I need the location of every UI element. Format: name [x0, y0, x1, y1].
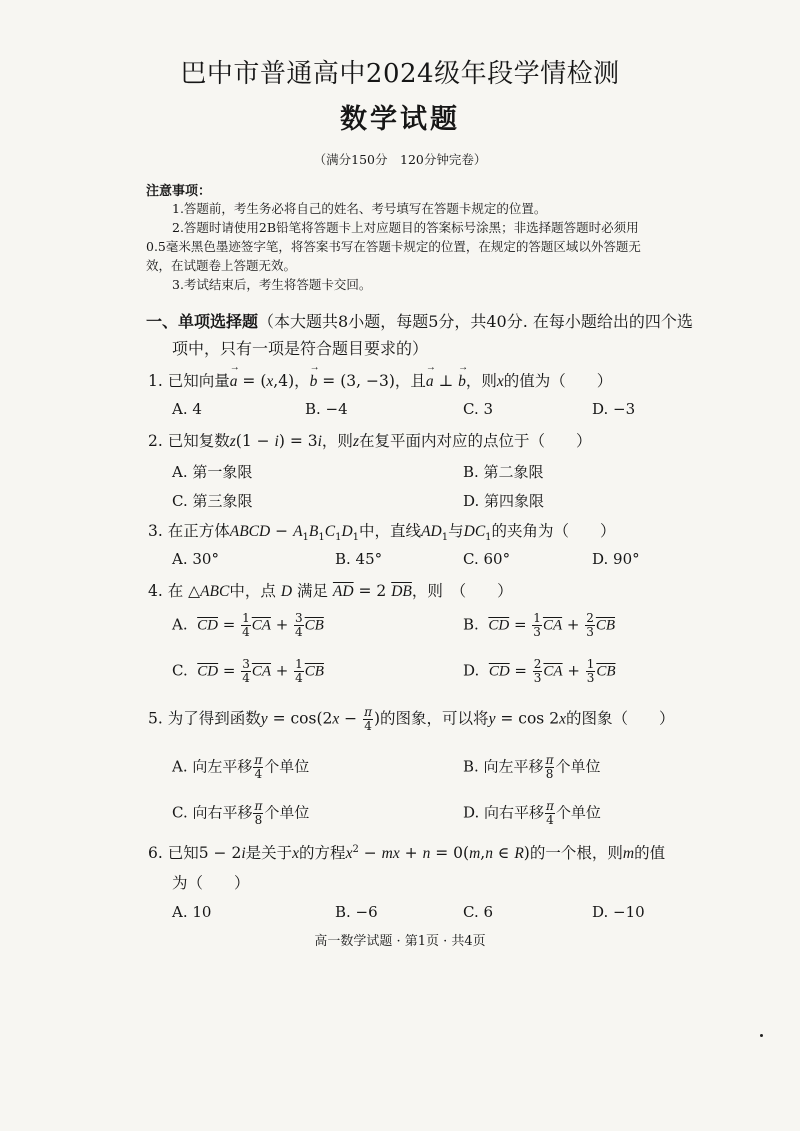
question-text: 的值为（ ）	[503, 372, 613, 390]
question-text: 的图象，可以将	[380, 709, 489, 728]
question-text: 中，点	[229, 582, 276, 600]
question-number: 5.	[148, 709, 163, 728]
question-text: 已知	[167, 844, 199, 862]
subject-title: 数学试题	[340, 104, 460, 135]
question-text: 在复平面内对应的点位于（ ）	[358, 432, 592, 450]
option-text: A. 向左平移	[172, 757, 253, 776]
question-text: ，则 （ ）	[411, 582, 513, 600]
question-text: 在正方体	[167, 522, 230, 540]
section-desc-2: 项中，只有一项是符合题目要求的）	[172, 339, 429, 358]
option-a: A. 30°	[172, 550, 219, 568]
option-d: D. 第四象限	[463, 492, 545, 510]
question-1: 1. 已知向量→ a = (x,4)，→ b = (3, −3)，且→ a ⊥ → b，则x的值为（ ）	[148, 369, 612, 391]
notice-item: 0.5毫米黑色墨迹签字笔，将答案书写在答题卡规定的位置，在规定的答题区域以外答题无	[146, 239, 641, 254]
option-b: B. −6	[335, 903, 378, 921]
notice-heading: 注意事项：	[146, 184, 212, 199]
option-d: D. 向右平移 $\frac{\pi}{4}$ 个单位	[463, 799, 601, 827]
question-text: 与	[448, 522, 464, 540]
notice-item: 1.答题前，考生务必将自己的姓名、考号填写在答题卡规定的位置。	[172, 201, 547, 216]
option-label: C.	[172, 661, 188, 680]
option-text: 个单位	[555, 757, 601, 776]
option-a: A. 向左平移 $\frac{\pi}{4}$ 个单位	[172, 753, 310, 781]
option-text: 个单位	[555, 803, 601, 822]
option-label: D.	[463, 661, 480, 680]
section-heading	[146, 309, 693, 332]
option-c: C. 60°	[463, 550, 511, 568]
page-footer: 高一数学试题 · 第1页 · 共4页	[314, 934, 486, 949]
question-number: 4.	[148, 582, 163, 600]
question-text: 为了得到函数	[167, 709, 261, 728]
question-3: 3. 在正方体ABCD − $A_1B_1C_1D_1$中，直线$AD_1$与$DC_1$的夹角为（ ）	[148, 522, 616, 544]
notice-item: 3.考试结束后，考生将答题卡交回。	[172, 277, 372, 292]
exam-title: 巴中市普通高中2024级年段学情检测	[180, 59, 620, 89]
option-label: A.	[172, 615, 188, 634]
option-a: A. 10	[172, 903, 212, 921]
question-text: 中，直线	[359, 522, 422, 540]
option-d: D. −10	[592, 903, 645, 921]
question-text: ，且	[394, 372, 426, 390]
question-number: 1.	[148, 372, 163, 390]
option-b: B. 45°	[335, 550, 383, 568]
question-number: 3.	[148, 522, 163, 540]
section-desc: （本大题共8小题，每题5分，共40分. 在每小题给出的四个选	[258, 312, 693, 331]
question-text: 的值	[634, 844, 666, 862]
question-text: 在 △	[167, 582, 201, 600]
option-b: B. 向左平移 $\frac{\pi}{8}$ 个单位	[463, 753, 601, 781]
option-c: C. 6	[463, 903, 494, 921]
question-5: 5. 为了得到函数y = cos(2x − $\frac{\pi}{4}$ )的图象，可以将y = cos 2x的图象（ ）	[148, 705, 675, 733]
option-a: A. 4	[172, 400, 202, 418]
question-text: 的图象（ ）	[565, 709, 675, 728]
option-b: B. 第二象限	[463, 463, 544, 481]
score-info: （满分150分 120分钟完卷）	[313, 152, 487, 167]
option-d: D. −3	[592, 400, 636, 418]
scan-speck	[760, 1034, 763, 1037]
option-d: D. 90°	[592, 550, 640, 568]
question-text: 已知复数	[167, 432, 230, 450]
option-a: A. 第一象限	[172, 463, 253, 481]
question-2: 2. 已知复数z(1 − i) = 3i，则z在复平面内对应的点位于（ ）	[148, 432, 592, 450]
section-title: 一、单项选择题	[146, 312, 259, 331]
option-b: B. −4	[305, 400, 348, 418]
question-number: 2.	[148, 432, 163, 450]
question-text: 满足	[296, 582, 328, 600]
question-text: 的方程	[299, 844, 346, 862]
notice-item: 效，在试题卷上答题无效。	[146, 258, 297, 273]
option-c: C. 第三象限	[172, 492, 253, 510]
option-b: B. $\overline{CD}$ = $\frac{1}{3}$ $\overline{CA}$ + $\frac{2}{3}$ $\overline{CB}$	[463, 611, 616, 639]
option-c: C. 向右平移 $\frac{\pi}{8}$ 个单位	[172, 799, 310, 827]
question-4: 4. 在 △ABC中，点 D 满足 $\overline{AD} = 2$ $\overline{DB}$，则 （ ）	[148, 582, 513, 600]
question-text: 已知向量	[167, 372, 230, 390]
question-6: 6. 已知5 − 2i是关于x的方程$x^2$ − mx + n = 0(m,n ∈ R)的一个根，则m的值	[148, 843, 666, 862]
question-text: ，则	[321, 432, 353, 450]
option-a: A. $\overline{CD}$ = $\frac{1}{4}$ $\overline{CA}$ + $\frac{3}{4}$ $\overline{CB}$	[172, 611, 324, 639]
option-text: 个单位	[264, 803, 310, 822]
question-text: 是关于	[245, 844, 293, 862]
option-label: B.	[463, 615, 479, 634]
notice-item: 2.答题时请使用2B铅笔将答题卡上对应题目的答案标号涂黑；非选择题答题时必须用	[172, 220, 639, 235]
option-text: 个单位	[264, 757, 310, 776]
question-text: 的夹角为（ ）	[491, 522, 616, 540]
question-text: 的一个根，则	[529, 844, 623, 862]
option-text: B. 向左平移	[463, 757, 544, 776]
question-text: ，则	[465, 372, 497, 390]
question-6-line2: 为（ ）	[172, 874, 250, 892]
option-text: D. 向右平移	[463, 803, 545, 822]
question-number: 6.	[148, 844, 163, 862]
option-c: C. $\overline{CD}$ = $\frac{3}{4}$ $\overline{CA}$ + $\frac{1}{4}$ $\overline{CB}$	[172, 657, 324, 685]
option-c: C. 3	[463, 400, 494, 418]
option-text: C. 向右平移	[172, 803, 253, 822]
option-d: D. $\overline{CD}$ = $\frac{2}{3}$ $\overline{CA}$ + $\frac{1}{3}$ $\overline{CB}$	[463, 657, 616, 685]
